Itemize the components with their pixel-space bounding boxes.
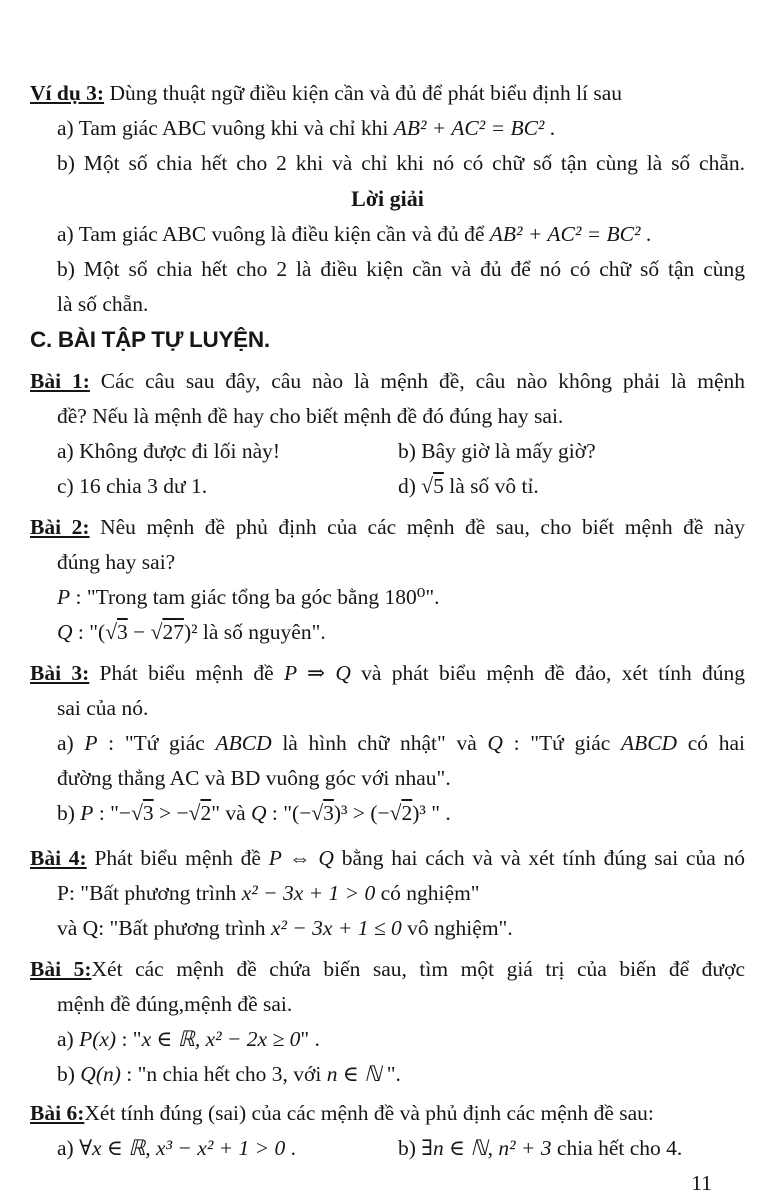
text-run: . <box>544 116 556 140</box>
column-a <box>57 439 280 463</box>
text-run: . <box>640 222 652 246</box>
text-run: b) Một số chia hết cho 2 là điều kiện cần và đủ để nó có chữ số tận cùng <box>57 257 745 281</box>
example-3-item-b <box>57 146 745 181</box>
text-run: AB² + AC² = BC² <box>393 116 545 140</box>
text-run: a) Tam giác ABC vuông là điều kiện cần và đủ để <box>57 222 490 246</box>
text-run: Lời giải <box>351 186 424 211</box>
exercise-6-line1 <box>30 1096 745 1131</box>
text-run: Bài 3: <box>30 661 90 685</box>
text-run: d) √5 là số vô tỉ. <box>398 474 539 498</box>
text-run: Bài 5: <box>30 957 92 981</box>
exercise-3-item-a <box>57 726 745 761</box>
text-run: a) <box>57 1027 80 1051</box>
text-run: : "Trong tam giác tổng ba góc bằng 180⁰". <box>70 585 440 609</box>
page-number: 11 <box>691 1171 712 1195</box>
radicand: 27 <box>162 620 184 644</box>
text-run: Nêu mệnh đề phủ định của các mệnh đề sau, cho biết mệnh đề này <box>89 515 745 539</box>
text-run: P: "Bất phương trình <box>57 881 242 905</box>
radicand: 2 <box>200 801 212 825</box>
exercise-3 <box>30 656 745 831</box>
solution-item-a <box>57 217 745 252</box>
text-run: b) <box>57 1062 81 1086</box>
text-run: : " <box>116 1027 142 1051</box>
text-run: : "−√3 > −√2" và <box>93 801 252 825</box>
exercise-1 <box>30 364 745 504</box>
section-heading <box>30 322 745 358</box>
exercise-1-line1 <box>30 364 745 399</box>
exercise-5-line1 <box>30 952 745 987</box>
text-run: P <box>80 801 94 825</box>
exercise-4 <box>30 841 745 946</box>
text-run: Q <box>251 801 267 825</box>
text-run: " . <box>300 1027 320 1051</box>
radicand: 5 <box>433 474 444 498</box>
exercise-3-line1 <box>30 656 745 691</box>
exercise-2-statement-p <box>57 580 745 615</box>
text-run: ABCD <box>620 731 678 755</box>
text-run: có nghiệm" <box>375 881 480 905</box>
text-run: b) <box>398 1136 422 1160</box>
text-run: C. BÀI TẬP TỰ LUYỆN. <box>30 327 270 352</box>
text-run: ∃n ∈ ℕ, n² + 3 <box>421 1136 552 1160</box>
text-run: : "Tứ giác <box>502 731 621 755</box>
exercise-2 <box>30 510 745 650</box>
text-run: : "(−√3)³ > (−√2)³ " . <box>266 801 451 825</box>
exercise-5-item-b <box>57 1057 745 1092</box>
text-run: Q <box>487 731 503 755</box>
text-run: ∀x ∈ ℝ, x³ − x² + 1 > 0 <box>79 1136 286 1160</box>
text-run: Xét các mệnh đề chứa biến sau, tìm một giá trị của biến để được <box>91 957 745 981</box>
text-run: Bài 4: <box>30 846 87 870</box>
exercise-1-row-cd <box>57 469 745 504</box>
exercise-2-line2 <box>57 545 745 580</box>
text-run: Các câu sau đây, câu nào là mệnh đề, câu nào không phải là mệnh <box>89 369 745 393</box>
exercise-5-item-a <box>57 1022 745 1057</box>
text-run: a) Tam giác ABC vuông khi và chỉ khi <box>57 116 394 140</box>
exercise-6 <box>30 1096 745 1166</box>
text-run: Q(n) <box>80 1062 121 1086</box>
text-run: có hai <box>677 731 745 755</box>
radicand: 3 <box>142 801 154 825</box>
exercise-5-line2 <box>57 987 745 1022</box>
text-run: P <box>57 585 71 609</box>
text-run: đúng hay sai? <box>57 550 176 574</box>
text-run: mệnh đề đúng,mệnh đề sai. <box>57 992 293 1016</box>
column-a <box>57 1136 296 1160</box>
text-run: x ∈ ℝ, x² − 2x ≥ 0 <box>141 1027 301 1051</box>
column-b <box>398 1131 682 1166</box>
text-run: P <box>84 731 98 755</box>
text-run: đề? Nếu là mệnh đề hay cho biết mệnh đề đó đúng hay sai. <box>57 404 564 428</box>
text-run: Ví dụ 3: <box>30 81 105 105</box>
text-run: Phát biểu mệnh đề <box>89 661 285 685</box>
section-c-heading <box>30 322 745 358</box>
text-run: là số chẵn. <box>57 292 149 316</box>
text-run: AB² + AC² = BC² <box>489 222 641 246</box>
text-run: P ⇔ Q <box>268 846 334 870</box>
text-run: bằng hai cách và và xét tính đúng sai của nó <box>333 846 745 870</box>
exercise-4-statement-q <box>57 911 745 946</box>
text-run: đường thẳng AC và BD vuông góc với nhau". <box>57 766 451 790</box>
exercise-1-row-ab <box>57 434 745 469</box>
text-run: sai của nó. <box>57 696 149 720</box>
example-3-item-a <box>57 111 745 146</box>
text-run: ABCD <box>215 731 272 755</box>
text-run: Xét tính đúng (sai) của các mệnh đề và phủ định các mệnh đề sau: <box>84 1101 654 1125</box>
exercise-4-statement-p <box>57 876 745 911</box>
example-3-title <box>30 76 745 111</box>
text-run: : "n chia hết cho 3, với <box>120 1062 327 1086</box>
exercise-5 <box>30 952 745 1092</box>
column-a <box>57 474 207 498</box>
exercise-3-item-b <box>57 796 745 831</box>
text-run: và Q: "Bất phương trình <box>57 916 271 940</box>
exercise-3-item-a-cont <box>57 761 745 796</box>
text-run: n ∈ ℕ <box>326 1062 382 1086</box>
text-run: là hình chữ nhật" và <box>271 731 488 755</box>
text-run: ". <box>381 1062 401 1086</box>
exercise-6-row-ab <box>57 1131 745 1166</box>
text-run: P(x) <box>79 1027 117 1051</box>
exercise-2-statement-q <box>57 615 745 650</box>
exercise-3-line2 <box>57 691 745 726</box>
text-run: x² − 3x + 1 > 0 <box>241 881 376 905</box>
text-run: a) <box>57 1136 80 1160</box>
text-run: chia hết cho 4. <box>551 1136 683 1160</box>
text-run: Dùng thuật ngữ điều kiện cần và đủ để phát biểu định lí sau <box>104 81 623 105</box>
exercise-1-line2 <box>57 399 745 434</box>
radicand: 3 <box>117 620 128 644</box>
text-run: b) <box>57 801 81 825</box>
radicand: 3 <box>323 801 334 825</box>
text-run: b) Một số chia hết cho 2 khi và chỉ khi nó có chữ số tận cùng là số chẵn. <box>57 151 745 175</box>
text-run: Bài 1: <box>30 369 90 393</box>
text-run: a) Không được đi lối này! <box>57 439 281 463</box>
example-3 <box>30 76 745 322</box>
solution-item-b-line1 <box>57 252 745 287</box>
text-run: vô nghiệm". <box>401 916 513 940</box>
text-run: Phát biểu mệnh đề <box>86 846 269 870</box>
text-run: và phát biểu mệnh đề đảo, xét tính đúng <box>350 661 745 685</box>
text-run: b) Bây giờ là mấy giờ? <box>398 439 596 463</box>
text-run: Bài 2: <box>30 515 90 539</box>
exercise-2-line1 <box>30 510 745 545</box>
text-run: P ⇒ Q <box>284 661 351 685</box>
text-run: . <box>285 1136 297 1160</box>
column-b <box>398 434 596 469</box>
radicand: 2 <box>401 801 413 825</box>
text-run: Q <box>57 620 73 644</box>
column-b <box>398 469 539 504</box>
text-run: x² − 3x + 1 ≤ 0 <box>270 916 402 940</box>
text-run: c) 16 chia 3 dư 1. <box>57 474 208 498</box>
text-run: : "(√3 − √27)² là số nguyên". <box>72 620 326 644</box>
exercise-4-line1 <box>30 841 745 876</box>
solution-item-b-line2 <box>57 287 745 322</box>
solution-heading <box>30 181 745 217</box>
text-run: Bài 6: <box>30 1101 85 1125</box>
text-run: : "Tứ giác <box>97 731 216 755</box>
text-run: a) <box>57 731 85 755</box>
